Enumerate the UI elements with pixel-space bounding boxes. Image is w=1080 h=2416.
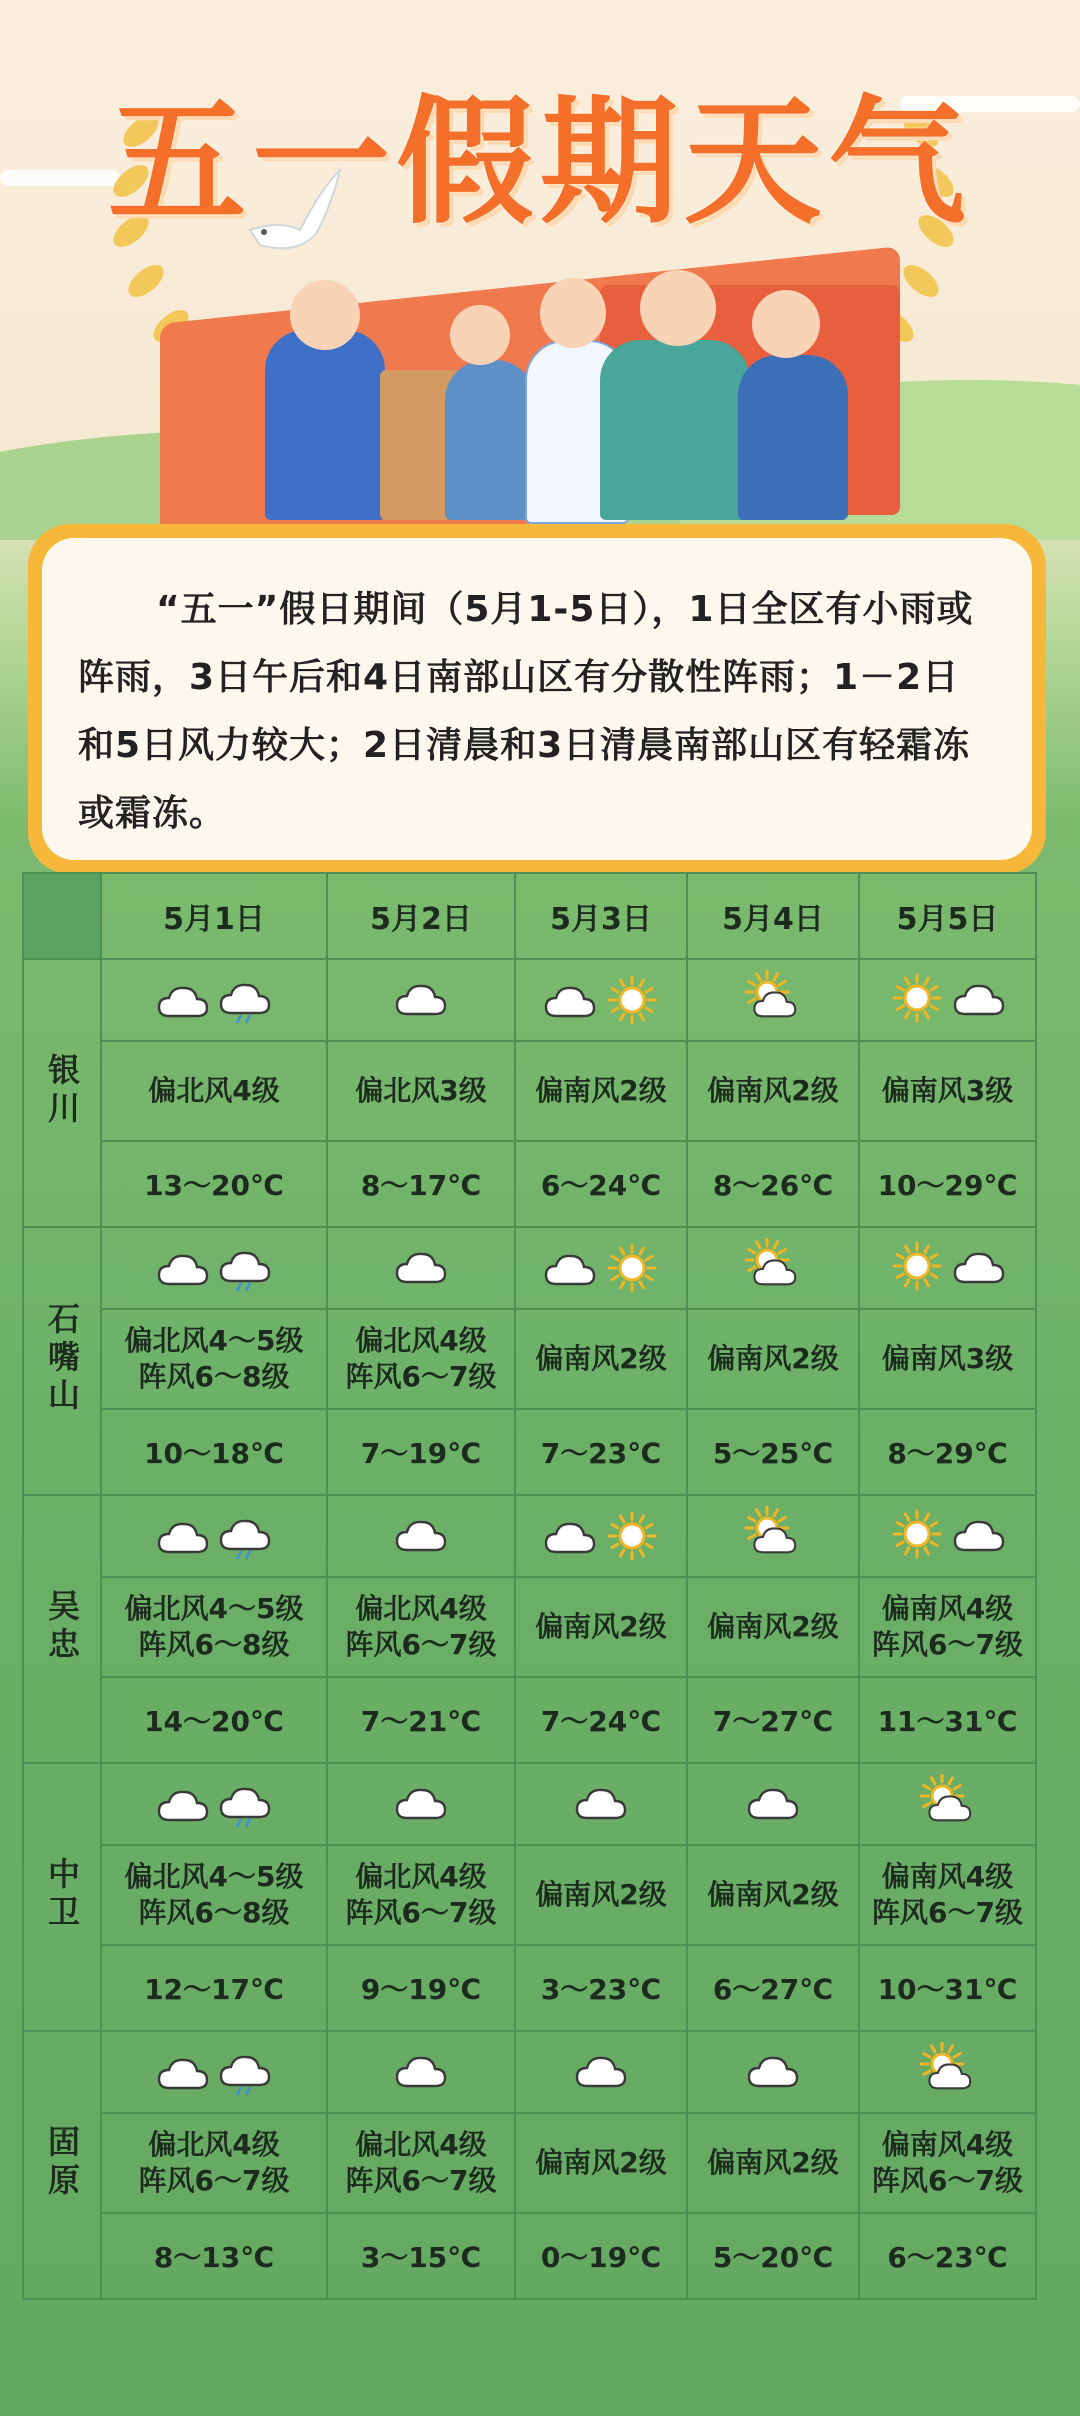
- weather-icons: [745, 2048, 801, 2092]
- wind-text: 偏北风4级: [355, 1592, 487, 1625]
- temperature-cell: 6～27℃: [687, 1945, 859, 2031]
- wind-cell: [515, 2113, 687, 2213]
- wind-cell: [859, 1845, 1036, 1945]
- temperature-row: [23, 1945, 1036, 2031]
- wind-text: 偏北风4级: [148, 1074, 280, 1107]
- wind-cell: [687, 1845, 859, 1945]
- sun-icon: [604, 1508, 660, 1564]
- intro-text: “五一”假日期间（5月1-5日），1日全区有小雨或阵雨，3日午后和4日南部山区有分散性阵雨；1－2日和5日风力较大；2日清晨和3日清晨南部山区有轻霜冻或霜冻。: [42, 538, 1032, 860]
- wind-cell: [515, 1309, 687, 1409]
- date-header: 5月4日: [687, 873, 859, 959]
- wind-text: 阵风6～7级: [872, 2164, 1023, 2197]
- cloud-icon: [951, 976, 1007, 1020]
- weather-icons: [155, 1511, 273, 1561]
- weather-icon-cell: [687, 959, 859, 1041]
- cloud-icon: [393, 976, 449, 1020]
- cloud-icon: [542, 978, 598, 1022]
- weather-icons: [918, 1774, 978, 1830]
- weather-icon-cell: [101, 959, 327, 1041]
- temperature-cell: 3～15℃: [327, 2213, 515, 2299]
- cloud-icon: [542, 1246, 598, 1290]
- wind-text: 偏南风3级: [881, 1074, 1014, 1107]
- forecast-grid: [22, 872, 1037, 2300]
- cloud-icon: [155, 1782, 211, 1826]
- wind-text: 偏南风2级: [535, 2146, 667, 2179]
- cloud-icon: [745, 2048, 801, 2092]
- temperature-cell: 7～19℃: [327, 1409, 515, 1495]
- wind-cell: [687, 2113, 859, 2213]
- weather-icon-cell: [515, 1763, 687, 1845]
- wind-text: 偏北风4级: [355, 1860, 487, 1893]
- wind-text: 阵风6～8级: [138, 1628, 290, 1661]
- weather-icons: [155, 1243, 273, 1293]
- wind-text: 偏北风4～5级: [124, 1324, 304, 1357]
- cloud-icon: [573, 1780, 629, 1824]
- worker-figure: [600, 340, 750, 520]
- wind-text: 偏北风4级: [355, 2128, 487, 2161]
- weather-icon-cell: [327, 1495, 515, 1577]
- weather-icons: [743, 970, 803, 1026]
- weather-icons: [542, 1508, 660, 1564]
- partly-cloudy-icon: [743, 1238, 803, 1294]
- weather-icons: [393, 1244, 449, 1288]
- weather-icon-cell: [859, 959, 1036, 1041]
- partly-cloudy-icon: [743, 970, 803, 1026]
- weather-icons: [542, 972, 660, 1028]
- cloud-icon: [393, 1244, 449, 1288]
- city-cell: [23, 1763, 101, 2031]
- weather-icon-cell: [327, 1763, 515, 1845]
- weather-icons: [155, 1779, 273, 1829]
- sun-icon: [604, 1240, 660, 1296]
- city-cell: [23, 1495, 101, 1763]
- wind-text: 偏南风2级: [535, 1342, 667, 1375]
- cloud-icon: [393, 2048, 449, 2092]
- cloud-icon: [542, 1514, 598, 1558]
- temperature-cell: 5～20℃: [687, 2213, 859, 2299]
- laurel-leaf: [898, 259, 944, 303]
- courier-figure: [445, 360, 535, 520]
- wind-cell: [101, 1577, 327, 1677]
- weather-icons: [889, 970, 1007, 1026]
- wind-row: [23, 1577, 1036, 1677]
- city-name: 石嘴山: [43, 1302, 81, 1416]
- weather-icon-cell: [515, 1227, 687, 1309]
- temperature-cell: 7～24℃: [515, 1677, 687, 1763]
- weather-icon-cell: [101, 1495, 327, 1577]
- cloud-icon: [951, 1244, 1007, 1288]
- weather-icon-cell: [101, 1227, 327, 1309]
- weather-icon-cell: [687, 2031, 859, 2113]
- wind-cell: [687, 1309, 859, 1409]
- weather-icons: [889, 1238, 1007, 1294]
- temperature-cell: 6～23℃: [859, 2213, 1036, 2299]
- temperature-row: [23, 2213, 1036, 2299]
- date-header-row: [23, 873, 1036, 959]
- builder-head: [752, 290, 820, 358]
- wind-text: 阵风6～7级: [345, 1896, 497, 1929]
- cloud-icon: [155, 2050, 211, 2094]
- weather-icon-cell: [859, 1227, 1036, 1309]
- wind-text: 阵风6～7级: [345, 1628, 497, 1661]
- temperature-row: [23, 1409, 1036, 1495]
- wind-cell: [327, 1845, 515, 1945]
- weather-icons: [745, 1780, 801, 1824]
- temperature-cell: 10～29℃: [859, 1141, 1036, 1227]
- wind-row: [23, 1309, 1036, 1409]
- weather-icons: [393, 2048, 449, 2092]
- temperature-cell: 8～13℃: [101, 2213, 327, 2299]
- sun-icon: [604, 972, 660, 1028]
- temperature-cell: 7～21℃: [327, 1677, 515, 1763]
- weather-icon-cell: [859, 1763, 1036, 1845]
- wind-row: [23, 1845, 1036, 1945]
- cloud-rain-icon: [217, 1511, 273, 1561]
- temperature-cell: 11～31℃: [859, 1677, 1036, 1763]
- weather-icons: [393, 1780, 449, 1824]
- intro-notice: [28, 524, 1046, 874]
- weather-icons: [573, 1780, 629, 1824]
- wind-text: 偏南风4级: [881, 1592, 1014, 1625]
- weather-icon-row: [23, 1763, 1036, 1845]
- temperature-cell: 8～17℃: [327, 1141, 515, 1227]
- wind-text: 偏南风2级: [707, 1610, 839, 1643]
- wind-cell: [515, 1577, 687, 1677]
- cloud-icon: [393, 1780, 449, 1824]
- wind-row: [23, 1041, 1036, 1141]
- wind-cell: [327, 1041, 515, 1141]
- temperature-cell: 7～23℃: [515, 1409, 687, 1495]
- city-name: 固原: [43, 2125, 81, 2201]
- date-header: 5月5日: [859, 873, 1036, 959]
- temperature-cell: 14～20℃: [101, 1677, 327, 1763]
- wind-cell: [101, 1041, 327, 1141]
- temperature-cell: 8～29℃: [859, 1409, 1036, 1495]
- weather-icons: [889, 1506, 1007, 1562]
- table-corner: [23, 873, 101, 959]
- weather-icon-row: [23, 1227, 1036, 1309]
- sun-icon: [889, 970, 945, 1026]
- wind-cell: [515, 1845, 687, 1945]
- teacher-head: [540, 278, 606, 348]
- wind-text: 阵风6～7级: [138, 2164, 290, 2197]
- cloud-icon: [393, 1512, 449, 1556]
- wind-text: 阵风6～7级: [345, 2164, 497, 2197]
- wind-text: 偏南风2级: [707, 1878, 839, 1911]
- wind-text: 阵风6～8级: [138, 1360, 290, 1393]
- weather-icons: [393, 1512, 449, 1556]
- city-name: 中卫: [43, 1857, 81, 1933]
- forecast-table: [22, 872, 1035, 2300]
- city-name: 银川: [43, 1053, 81, 1129]
- sun-icon: [889, 1506, 945, 1562]
- temperature-cell: 6～24℃: [515, 1141, 687, 1227]
- weather-icon-cell: [327, 1227, 515, 1309]
- wind-text: 偏南风2级: [535, 1610, 667, 1643]
- wind-cell: [515, 1041, 687, 1141]
- wind-cell: [101, 1845, 327, 1945]
- wind-text: 偏北风4级: [355, 1324, 487, 1357]
- temperature-cell: 10～31℃: [859, 1945, 1036, 2031]
- wind-text: 偏北风4～5级: [124, 1592, 304, 1625]
- wind-text: 阵风6～8级: [138, 1896, 290, 1929]
- weather-icon-cell: [101, 2031, 327, 2113]
- wind-text: 偏南风2级: [707, 2146, 839, 2179]
- police-figure: [265, 330, 385, 520]
- courier-head: [450, 305, 510, 365]
- wind-text: 阵风6～7级: [872, 1628, 1023, 1661]
- weather-icons: [155, 975, 273, 1025]
- weather-icons: [743, 1238, 803, 1294]
- date-header: 5月2日: [327, 873, 515, 959]
- wind-text: 偏南风4级: [881, 2128, 1014, 2161]
- city-name: 吴忠: [43, 1589, 81, 1665]
- wind-cell: [859, 1577, 1036, 1677]
- wind-cell: [327, 2113, 515, 2213]
- wind-cell: [687, 1577, 859, 1677]
- cloud-icon: [745, 1780, 801, 1824]
- wind-text: 偏北风4级: [148, 2128, 280, 2161]
- wind-cell: [859, 1309, 1036, 1409]
- weather-icon-cell: [515, 2031, 687, 2113]
- cloud-rain-icon: [217, 1779, 273, 1829]
- laurel-leaf: [123, 259, 169, 303]
- wind-cell: [101, 2113, 327, 2213]
- temperature-cell: 3～23℃: [515, 1945, 687, 2031]
- cloud-rain-icon: [217, 975, 273, 1025]
- weather-icon-cell: [687, 1227, 859, 1309]
- temperature-cell: 5～25℃: [687, 1409, 859, 1495]
- wind-text: 偏南风4级: [881, 1860, 1014, 1893]
- cloud-rain-icon: [217, 1243, 273, 1293]
- wind-text: 偏南风3级: [881, 1342, 1014, 1375]
- wind-cell: [687, 1041, 859, 1141]
- wind-text: 偏南风2级: [707, 1342, 839, 1375]
- builder-figure: [738, 355, 848, 520]
- cloud-rain-icon: [217, 2047, 273, 2097]
- weather-icons: [918, 2042, 978, 2098]
- wind-cell: [327, 1577, 515, 1677]
- temperature-row: [23, 1141, 1036, 1227]
- cloud-icon: [155, 978, 211, 1022]
- poster-header: [0, 0, 1080, 540]
- weather-icon-cell: [101, 1763, 327, 1845]
- weather-icons: [155, 2047, 273, 2097]
- temperature-cell: 13～20℃: [101, 1141, 327, 1227]
- cloud-icon: [951, 1512, 1007, 1556]
- cloud-icon: [573, 2048, 629, 2092]
- wind-text: 偏南风2级: [707, 1074, 839, 1107]
- temperature-cell: 0～19℃: [515, 2213, 687, 2299]
- temperature-cell: 7～27℃: [687, 1677, 859, 1763]
- city-cell: [23, 959, 101, 1227]
- wind-cell: [859, 2113, 1036, 2213]
- partly-cloudy-icon: [918, 1774, 978, 1830]
- wind-text: 偏南风2级: [535, 1074, 667, 1107]
- temperature-row: [23, 1677, 1036, 1763]
- wind-text: 偏南风2级: [535, 1878, 667, 1911]
- weather-icon-cell: [327, 2031, 515, 2113]
- wind-cell: [101, 1309, 327, 1409]
- weather-icon-cell: [859, 2031, 1036, 2113]
- wind-cell: [859, 1041, 1036, 1141]
- city-cell: [23, 2031, 101, 2299]
- weather-icon-row: [23, 1495, 1036, 1577]
- cloud-icon: [155, 1514, 211, 1558]
- temperature-cell: 10～18℃: [101, 1409, 327, 1495]
- temperature-cell: 12～17℃: [101, 1945, 327, 2031]
- wind-text: 阵风6～7级: [872, 1896, 1023, 1929]
- temperature-cell: 8～26℃: [687, 1141, 859, 1227]
- wind-cell: [327, 1309, 515, 1409]
- date-header: 5月1日: [101, 873, 327, 959]
- page-title: 五一假期天气: [107, 82, 972, 243]
- partly-cloudy-icon: [743, 1506, 803, 1562]
- weather-icons: [573, 2048, 629, 2092]
- weather-icons: [743, 1506, 803, 1562]
- weather-icon-cell: [327, 959, 515, 1041]
- city-cell: [23, 1227, 101, 1495]
- wind-row: [23, 2113, 1036, 2213]
- weather-icon-cell: [687, 1763, 859, 1845]
- worker-head: [640, 270, 716, 346]
- police-head: [290, 280, 360, 350]
- temperature-cell: 9～19℃: [327, 1945, 515, 2031]
- weather-icon-row: [23, 959, 1036, 1041]
- weather-icon-cell: [687, 1495, 859, 1577]
- wind-text: 偏北风4～5级: [124, 1860, 304, 1893]
- date-header: 5月3日: [515, 873, 687, 959]
- weather-icons: [542, 1240, 660, 1296]
- weather-icon-cell: [515, 959, 687, 1041]
- weather-icons: [393, 976, 449, 1020]
- wind-text: 偏北风3级: [355, 1074, 487, 1107]
- sun-icon: [889, 1238, 945, 1294]
- partly-cloudy-icon: [918, 2042, 978, 2098]
- weather-icon-row: [23, 2031, 1036, 2113]
- weather-icon-cell: [859, 1495, 1036, 1577]
- cloud-icon: [155, 1246, 211, 1290]
- wind-text: 阵风6～7级: [345, 1360, 497, 1393]
- weather-icon-cell: [515, 1495, 687, 1577]
